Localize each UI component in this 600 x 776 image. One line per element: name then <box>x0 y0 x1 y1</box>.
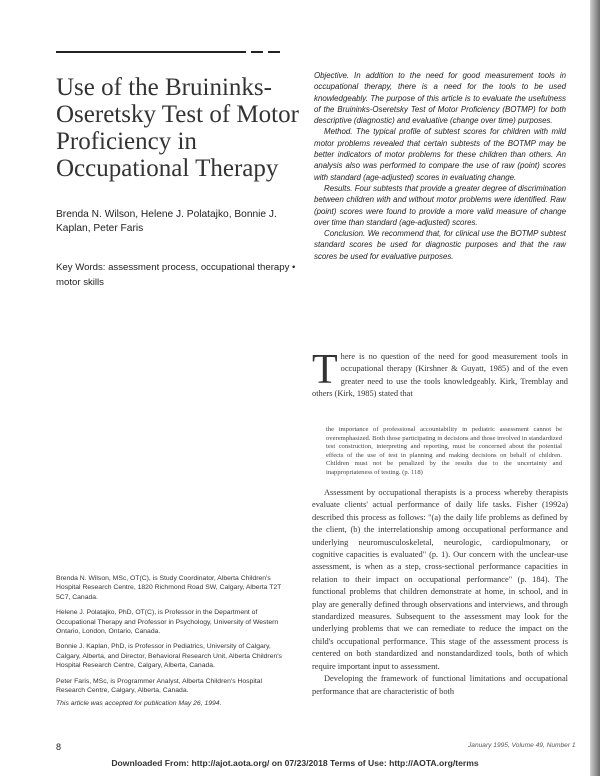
page-spine-shadow <box>590 0 600 776</box>
journal-issue: January 1995, Volume 49, Number 1 <box>468 742 576 749</box>
bio-kaplan: Bonnie J. Kaplan, PhD, is Professor in Pediatrics, University of Calgary, Calgary, Alberta, and Director, Behavioral Research Unit, Alberta Children's Hospital Research Centre, Calgary, Alberta, Canada. <box>56 643 282 670</box>
body-paragraph-1: Assessment by occupational therapists is a process whereby therapists evaluate clients' actual performance of daily life tasks. Fisher (1992a) described this process as follows: "(a) the daily life problems as defined by the client, (b) the interrelationship among occupational performance and underlying neuromusculoskeletal, neurologic, cardiopulmonary, or cognitive capacities is evaluated" (p. 1). Our concern with the unclear-use assessment, is when as a step, cross-sectional performance capacities in relation to their impact on occupational performance" (p. 184). The functional problems that children demonstrate at home, in school, and in play are generally defined through observations and interviews, and through standardized measures. Subsequent to the assessment may look for the underlying problems that we can remediate to reduce the impact on the child's occupational performance. This stage of the assessment process is centered on both standardized and nonstandardized tools, both of which require important input to assessment. <box>312 488 568 671</box>
page-number: 8 <box>56 742 62 752</box>
abstract-method: Method. The typical profile of subtest scores for children with mild motor problems revealed that certain subtests of the BOTMP may be better indicators of motor problems for these children than others. An analysis also was performed to compare the use of raw (point) scores with standard (age-adjusted) scores in evaluating change. <box>314 127 566 182</box>
body-intro <box>312 347 568 401</box>
body-continued <box>312 487 568 698</box>
author-list: Brenda N. Wilson, Helene J. Polatajko, Bonnie J. Kaplan, Peter Faris <box>56 209 277 234</box>
download-footer: Downloaded From: http://ajot.aota.org/ on 07/23/2018 Terms of Use: http://AOTA.org/terms <box>111 758 479 768</box>
intro-text: here is no question of the need for good measurement tools in occupational therapy (Kirshner & Guyatt, 1985) and of the even greater need to use the tools knowledgeably. Kirk, Tremblay and others (Kirk, 1985) stated that <box>312 352 568 399</box>
abstract-results: Results. Four subtests that provide a greater degree of discrimination between children with and without motor problems were identified. Raw (point) scores were found to provide a more valid measure of change over time than standard (age-adjusted) scores. <box>314 183 566 227</box>
acceptance-note: This article was accepted for publication May 26, 1994. <box>56 700 222 708</box>
drop-cap: T <box>312 347 338 393</box>
top-rule-long <box>56 51 246 53</box>
abstract-conclusion: Conclusion. We recommend that, for clinical use the BOTMP subtest standard scores be used for diagnostic purposes and that the raw scores be used for evaluative purposes. <box>314 229 566 261</box>
article-title: Use of the Bruininks-Oseretsky Test of Motor Proficiency in Occupational Therapy <box>56 74 299 182</box>
bio-wilson: Brenda N. Wilson, MSc, OT(C), is Study Coordinator, Alberta Children's Hospital Research Centre, 1820 Richmond Road SW, Calgary, Alberta T2T 5C7, Canada. <box>56 575 282 601</box>
top-rule-short-2 <box>268 51 280 53</box>
abstract-objective: Objective. In addition to the need for good measurement tools in occupational therapy, there is a need for the tools to be used knowledgeably. The purpose of this article is to evaluate the usefulness of the Bruininks-Oseretsky Test of Motor Proficiency (BOTMP) for both descriptive (diagnostic) and evaluative (change over time) purposes. <box>314 71 566 126</box>
abstract <box>314 70 566 262</box>
key-words: Key Words: assessment process, occupational therapy • motor skills <box>56 262 296 288</box>
body-paragraph-2: Developing the framework of functional limitations and occupational performance that are characteristic of both <box>312 674 568 696</box>
bio-faris: Peter Faris, MSc, is Programmer Analyst, Alberta Children's Hospital Research Centre, Calgary, Alberta, Canada. <box>56 677 263 695</box>
block-quote: the importance of professional accountability in pediatric assessment cannot be overemphasized. Both those participating in decisions and those involved in standardized test construction, interpreting and reporting, must be concerned about the potential effects of the use of test in planning and making decisions on behalf of children. Children must not be penalized by the results due to the uncertainty and inappropriateness of testing. (p. 118) <box>326 426 562 476</box>
top-rule-short-1 <box>251 51 263 53</box>
author-bios <box>56 574 292 709</box>
bio-polatajko: Helene J. Polatajko, PhD, OT(C), is Professor in the Department of Occupational Therapy and Professor in Psychology, University of Western Ontario, London, Ontario, Canada. <box>56 609 279 636</box>
